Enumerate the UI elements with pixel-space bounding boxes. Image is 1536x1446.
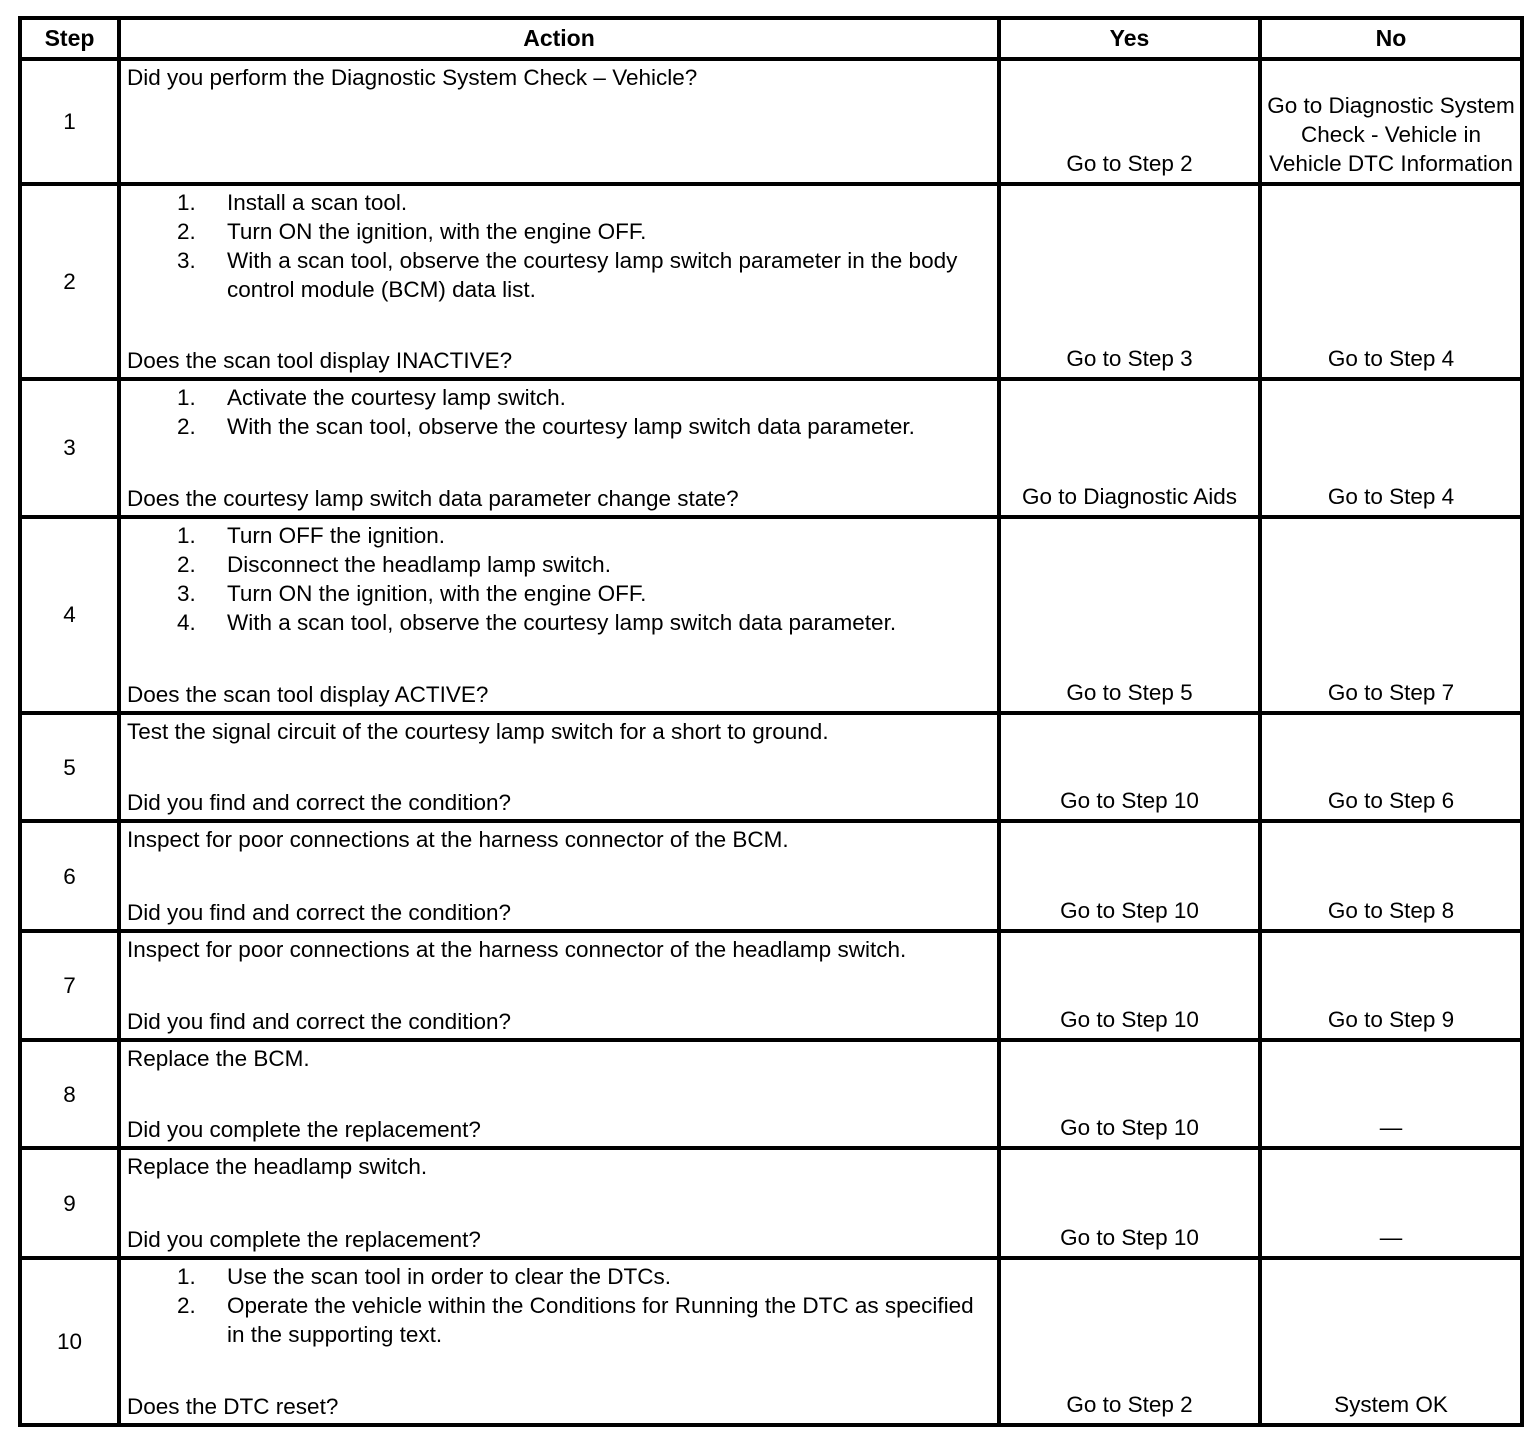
substep-number: 1. bbox=[177, 522, 196, 548]
substep-item bbox=[127, 1262, 991, 1291]
yes-result: Go to Step 3 bbox=[999, 184, 1260, 379]
substep-number: 1. bbox=[177, 1263, 196, 1289]
header-row bbox=[20, 18, 1522, 59]
substep-text: Disconnect the headlamp lamp switch. bbox=[227, 551, 611, 577]
substep-number: 4. bbox=[177, 609, 196, 635]
no-result: — bbox=[1260, 1040, 1522, 1149]
yes-result: Go to Step 10 bbox=[999, 931, 1260, 1040]
table-row bbox=[20, 184, 1522, 379]
action-cell bbox=[119, 1040, 999, 1149]
action-cell bbox=[119, 1258, 999, 1425]
no-result: Go to Diagnostic System Check - Vehicle in Vehicle DTC Information bbox=[1260, 59, 1522, 184]
substep-list bbox=[127, 521, 991, 637]
substep-text: With a scan tool, observe the courtesy lamp switch data parameter. bbox=[227, 609, 897, 635]
substep-number: 2. bbox=[177, 551, 196, 577]
yes-result: Go to Step 5 bbox=[999, 517, 1260, 713]
yes-result: Go to Step 10 bbox=[999, 821, 1260, 931]
substep-item bbox=[127, 579, 991, 608]
action-cell bbox=[119, 821, 999, 931]
action-question: Does the DTC reset? bbox=[127, 1394, 339, 1419]
action-cell bbox=[119, 59, 999, 184]
yes-result: Go to Step 2 bbox=[999, 1258, 1260, 1425]
step-number: 10 bbox=[20, 1258, 119, 1425]
table-body bbox=[20, 59, 1522, 1425]
substep-list bbox=[127, 1262, 991, 1349]
substep-text: Activate the courtesy lamp switch. bbox=[227, 384, 566, 410]
no-result: Go to Step 9 bbox=[1260, 931, 1522, 1040]
substep-number: 3. bbox=[177, 580, 196, 606]
yes-result: Go to Step 2 bbox=[999, 59, 1260, 184]
substep-number: 1. bbox=[177, 384, 196, 410]
table-row bbox=[20, 517, 1522, 713]
substep-item bbox=[127, 412, 991, 441]
action-instruction: Replace the BCM. bbox=[127, 1045, 310, 1071]
step-number: 1 bbox=[20, 59, 119, 184]
step-number: 8 bbox=[20, 1040, 119, 1149]
action-cell bbox=[119, 713, 999, 822]
substep-item bbox=[127, 1291, 991, 1349]
action-question: Did you find and correct the condition? bbox=[127, 900, 511, 926]
header-yes: Yes bbox=[999, 18, 1260, 59]
action-question: Did you complete the replacement? bbox=[127, 1226, 481, 1252]
yes-result: Go to Diagnostic Aids bbox=[999, 379, 1260, 517]
action-cell bbox=[119, 184, 999, 379]
substep-item bbox=[127, 246, 991, 304]
substep-list bbox=[127, 383, 991, 441]
action-cell bbox=[119, 379, 999, 517]
substep-text: Turn OFF the ignition. bbox=[227, 522, 446, 548]
table-row bbox=[20, 931, 1522, 1040]
substep-item bbox=[127, 608, 991, 637]
table-row bbox=[20, 59, 1522, 184]
substep-item bbox=[127, 188, 991, 217]
action-instruction: Inspect for poor connections at the harness connector of the BCM. bbox=[127, 827, 789, 853]
yes-result: Go to Step 10 bbox=[999, 1148, 1260, 1258]
substep-text: Use the scan tool in order to clear the DTCs. bbox=[227, 1263, 671, 1289]
table-row bbox=[20, 1040, 1522, 1149]
action-question: Does the scan tool display ACTIVE? bbox=[127, 681, 489, 707]
substep-number: 1. bbox=[177, 189, 196, 215]
action-instruction: Replace the headlamp switch. bbox=[127, 1154, 428, 1180]
table-row bbox=[20, 1258, 1522, 1425]
substep-text: Operate the vehicle within the Conditions for Running the DTC as specified in the supporting text. bbox=[227, 1292, 974, 1347]
step-number: 7 bbox=[20, 931, 119, 1040]
table-row bbox=[20, 821, 1522, 931]
no-result: Go to Step 7 bbox=[1260, 517, 1522, 713]
substep-item bbox=[127, 217, 991, 246]
substep-text: Turn ON the ignition, with the engine OFF. bbox=[227, 218, 647, 244]
substep-number: 3. bbox=[177, 247, 196, 273]
action-question: Did you complete the replacement? bbox=[127, 1117, 481, 1143]
no-result: System OK bbox=[1260, 1258, 1522, 1425]
action-cell bbox=[119, 931, 999, 1040]
substep-text: Install a scan tool. bbox=[227, 189, 408, 215]
no-result: Go to Step 8 bbox=[1260, 821, 1522, 931]
substep-number: 2. bbox=[177, 413, 196, 439]
substep-number: 2. bbox=[177, 1292, 196, 1318]
action-instruction: Test the signal circuit of the courtesy lamp switch for a short to ground. bbox=[127, 718, 829, 744]
no-result: Go to Step 4 bbox=[1260, 379, 1522, 517]
table-row bbox=[20, 379, 1522, 517]
step-number: 2 bbox=[20, 184, 119, 379]
yes-result: Go to Step 10 bbox=[999, 1040, 1260, 1149]
step-number: 4 bbox=[20, 517, 119, 713]
action-instruction: Did you perform the Diagnostic System Check – Vehicle? bbox=[127, 65, 698, 90]
action-cell bbox=[119, 1148, 999, 1258]
action-question: Does the courtesy lamp switch data parameter change state? bbox=[127, 485, 739, 511]
header-step: Step bbox=[20, 18, 119, 59]
substep-text: With the scan tool, observe the courtesy lamp switch data parameter. bbox=[227, 413, 915, 439]
substep-text: With a scan tool, observe the courtesy lamp switch parameter in the body control module (BCM) data list. bbox=[227, 247, 958, 302]
step-number: 6 bbox=[20, 821, 119, 931]
action-question: Does the scan tool display INACTIVE? bbox=[127, 347, 513, 373]
header-no: No bbox=[1260, 18, 1522, 59]
step-number: 5 bbox=[20, 713, 119, 822]
action-question: Did you find and correct the condition? bbox=[127, 1008, 511, 1034]
yes-result: Go to Step 10 bbox=[999, 713, 1260, 822]
header-action: Action bbox=[119, 18, 999, 59]
table-row bbox=[20, 713, 1522, 822]
no-result: Go to Step 6 bbox=[1260, 713, 1522, 822]
substep-item bbox=[127, 383, 991, 412]
no-result: — bbox=[1260, 1148, 1522, 1258]
substep-list bbox=[127, 188, 991, 304]
action-question: Did you find and correct the condition? bbox=[127, 790, 511, 816]
table-row bbox=[20, 1148, 1522, 1258]
substep-text: Turn ON the ignition, with the engine OFF. bbox=[227, 580, 647, 606]
action-instruction: Inspect for poor connections at the harness connector of the headlamp switch. bbox=[127, 937, 907, 963]
no-result: Go to Step 4 bbox=[1260, 184, 1522, 379]
step-number: 3 bbox=[20, 379, 119, 517]
substep-item bbox=[127, 550, 991, 579]
diagnostic-table bbox=[18, 16, 1524, 1427]
step-number: 9 bbox=[20, 1148, 119, 1258]
action-cell bbox=[119, 517, 999, 713]
substep-item bbox=[127, 521, 991, 550]
substep-number: 2. bbox=[177, 218, 196, 244]
